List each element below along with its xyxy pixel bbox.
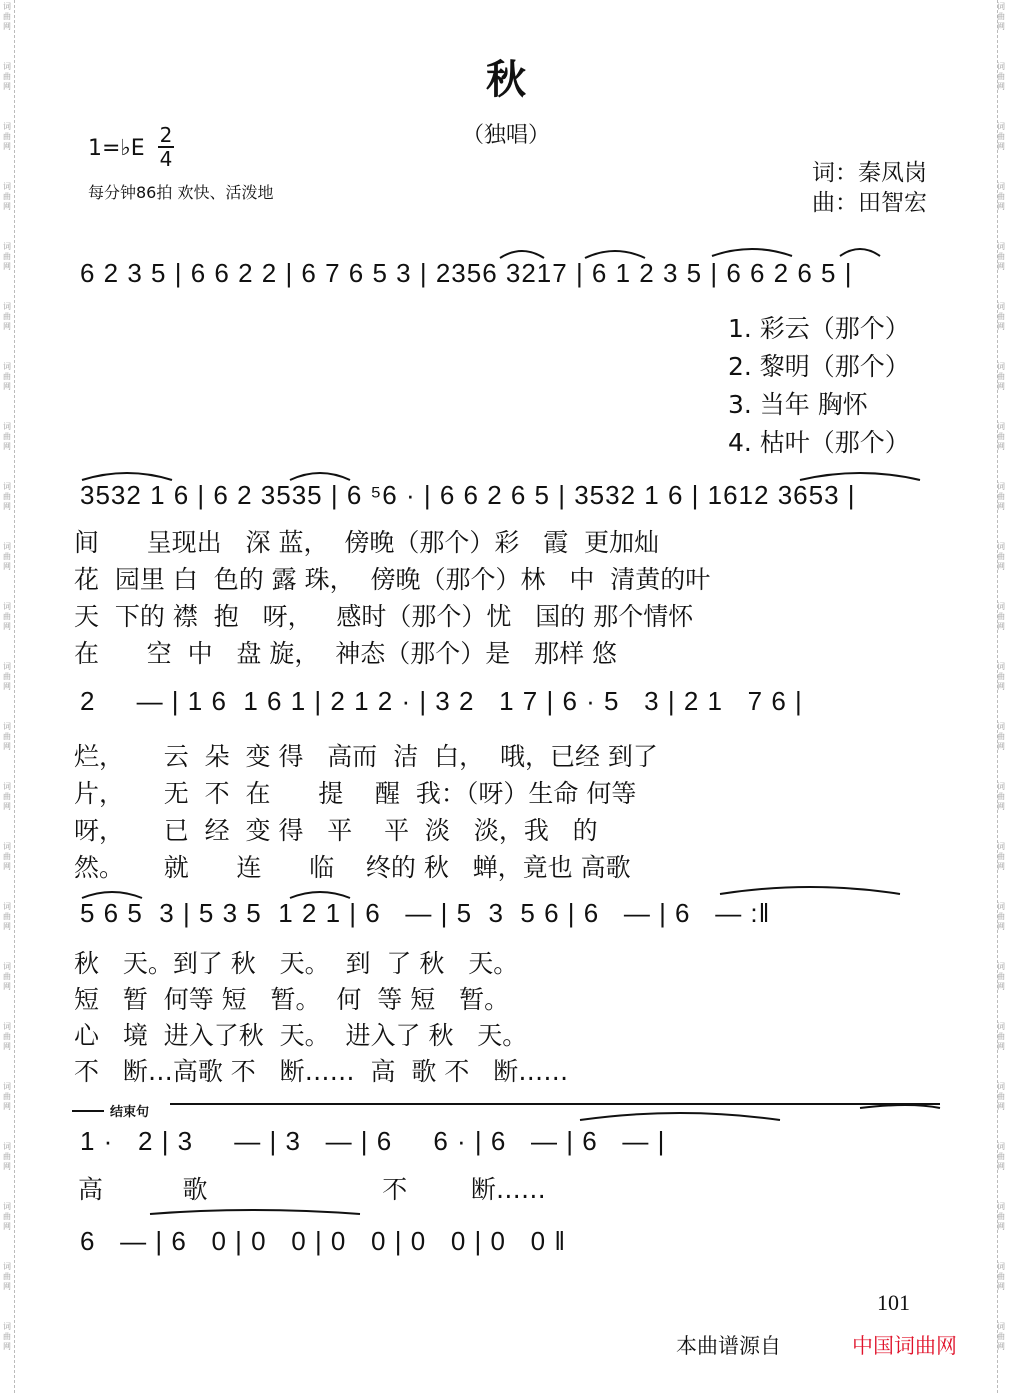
watermark-text: 词曲网 — [3, 1142, 11, 1171]
time-signature-top: 2 — [159, 123, 173, 147]
watermark-text: 词曲网 — [3, 482, 11, 511]
lyricist: 词：秦凤岗 — [812, 160, 927, 186]
slur-5 — [82, 473, 172, 480]
ending-label: 结束句 — [110, 1105, 150, 1120]
watermark-text: 词曲网 — [3, 962, 11, 991]
watermark-text: 词曲网 — [3, 1322, 11, 1351]
lyrics-3-verse-1: 秋 天。到了 秋 天。 到 了 秋 天。 — [74, 949, 519, 978]
watermark-text: 词曲网 — [997, 482, 1005, 511]
watermark-text: 词曲网 — [3, 2, 11, 31]
watermark-text: 词曲网 — [3, 662, 11, 691]
slur-9 — [290, 892, 350, 898]
watermark-text: 词曲网 — [3, 782, 11, 811]
watermark-text: 词曲网 — [997, 422, 1005, 451]
slur-6 — [290, 473, 350, 480]
tie-4 — [150, 1210, 360, 1214]
watermark-text: 词曲网 — [3, 302, 11, 331]
tempo-marking: 每分钟86拍 欢快、活泼地 — [88, 183, 274, 202]
watermark-text: 词曲网 — [3, 842, 11, 871]
watermark-text: 词曲网 — [997, 62, 1005, 91]
watermark-text: 词曲网 — [997, 242, 1005, 271]
score-line-3: 2 — | 1 6 1 6 1 | 2 1 2 · | 3 2 1 7 | 6 · 5 3 | 2 1 7 6 | — [80, 686, 803, 716]
lyrics-1-verse-4: 在 空 中 盘 旋， 神态（那个）是 那样 悠 — [74, 639, 618, 668]
watermark-text: 词曲网 — [3, 182, 11, 211]
watermark-text: 词曲网 — [3, 242, 11, 271]
slur-7 — [800, 473, 920, 480]
score-line-4: 5 6 5 3 | 5 3 5 1 2 1 | 6 — | 5 3 5 6 | 6 — | 6 — :‖ — [80, 898, 771, 928]
score-line-2: 3532 1 6 | 6 2 3535 | 6 ⁵6 · | 6 6 2 6 5 | 3532 1 6 | 1612 3653 | — [80, 480, 856, 510]
slur-2 — [585, 251, 645, 258]
watermark-text: 词曲网 — [3, 362, 11, 391]
slur-8 — [82, 892, 142, 898]
watermark-text: 词曲网 — [3, 1202, 11, 1231]
watermark-text: 词曲网 — [997, 722, 1005, 751]
slur-3 — [712, 249, 792, 256]
watermark-text: 词曲网 — [997, 1022, 1005, 1051]
key-signature: 1=♭E — [88, 136, 145, 161]
watermark-text: 词曲网 — [3, 1082, 11, 1111]
lyrics-3-verse-2: 短 暂 何等 短 暂。 何 等 短 暂。 — [74, 985, 510, 1014]
watermark-text: 词曲网 — [997, 1082, 1005, 1111]
verse-2-start: 2. 黎明（那个） — [728, 352, 910, 381]
watermark-text: 词曲网 — [997, 842, 1005, 871]
score-line-5: 1 · 2 | 3 — | 3 — | 6 6 · | 6 — | 6 — | — [80, 1126, 666, 1156]
tie-2 — [580, 1113, 780, 1120]
watermark-text: 词曲网 — [3, 62, 11, 91]
watermark-text: 词曲网 — [997, 542, 1005, 571]
lyrics-2-verse-4: 然。 就 连 临 终的 秋 蝉，竟也 高歌 — [74, 853, 631, 882]
watermark-text: 词曲网 — [3, 1262, 11, 1291]
watermark-text: 词曲网 — [997, 2, 1005, 31]
watermark-text: 词曲网 — [3, 542, 11, 571]
tie-3 — [860, 1105, 940, 1108]
time-signature-bottom: 4 — [159, 147, 173, 171]
verse-1-start: 1. 彩云（那个） — [728, 314, 910, 343]
watermark-text: 词曲网 — [997, 1142, 1005, 1171]
source-text: 本曲谱源自 — [676, 1334, 781, 1358]
score-line-6: 6 — | 6 0 | 0 0 | 0 0 | 0 0 | 0 0 ‖ — [80, 1226, 567, 1256]
lyrics-1-verse-3: 天 下的 襟 抱 呀， 感时（那个）忧 国的 那个情怀 — [74, 602, 694, 631]
watermark-text: 词曲网 — [997, 902, 1005, 931]
verse-4-start: 4. 枯叶（那个） — [728, 428, 910, 457]
slur-1 — [500, 251, 544, 258]
watermark-text: 词曲网 — [997, 122, 1005, 151]
tie-1 — [720, 887, 900, 894]
watermark-text: 词曲网 — [3, 422, 11, 451]
lyrics-2-verse-1: 烂， 云 朵 变 得 高而 洁 白， 哦，已经 到了 — [74, 742, 658, 771]
lyrics-2-verse-3: 呀， 已 经 变 得 平 平 淡 淡，我 的 — [74, 816, 598, 845]
watermark-text: 词曲网 — [997, 182, 1005, 211]
watermark-text: 词曲网 — [997, 602, 1005, 631]
lyrics-3-verse-3: 心 境 进入了秋 天。 进入了 秋 天。 — [74, 1021, 528, 1050]
watermark-text: 词曲网 — [997, 962, 1005, 991]
brand-link[interactable]: 中国词曲网 — [852, 1334, 957, 1358]
lyrics-1-verse-1: 间 呈现出 深 蓝， 傍晚（那个）彩 霞 更加灿 — [74, 528, 660, 557]
watermark-text: 词曲网 — [997, 782, 1005, 811]
watermark-text: 词曲网 — [997, 662, 1005, 691]
watermark-text: 词曲网 — [997, 1262, 1005, 1291]
watermark-text: 词曲网 — [3, 902, 11, 931]
lyrics-1-verse-2: 花 园里 白 色的 露 珠， 傍晚（那个）林 中 清黄的叶 — [74, 565, 711, 594]
page-number: 101 — [877, 1290, 910, 1315]
watermark-text: 词曲网 — [3, 1022, 11, 1051]
watermark-text: 词曲网 — [997, 1202, 1005, 1231]
watermark-text: 词曲网 — [997, 362, 1005, 391]
lyrics-2-verse-2: 片， 无 不 在 提 醒 我：（呀）生命 何等 — [74, 779, 637, 808]
watermark-text: 词曲网 — [3, 122, 11, 151]
song-title: 秋 — [486, 56, 526, 103]
watermark-text: 词曲网 — [3, 722, 11, 751]
slur-4 — [840, 249, 880, 256]
ending-lyrics: 高 歌 不 断…… — [78, 1175, 546, 1204]
verse-3-start: 3. 当年 胸怀 — [728, 390, 868, 419]
watermark-text: 词曲网 — [3, 602, 11, 631]
lyrics-3-verse-4: 不 断…高歌 不 断…… 高 歌 不 断…… — [74, 1057, 569, 1086]
composer: 曲：田智宏 — [812, 190, 927, 216]
watermark-text: 词曲网 — [997, 302, 1005, 331]
performance-type: （独唱） — [461, 123, 550, 148]
score-line-1: 6 2 3 5 | 6 6 2 2 | 6 7 6 5 3 | 2356 3217 | 6 1 2 3 5 | 6 6 2 6 5 | — [80, 258, 853, 288]
watermark-text: 词曲网 — [997, 1322, 1005, 1351]
